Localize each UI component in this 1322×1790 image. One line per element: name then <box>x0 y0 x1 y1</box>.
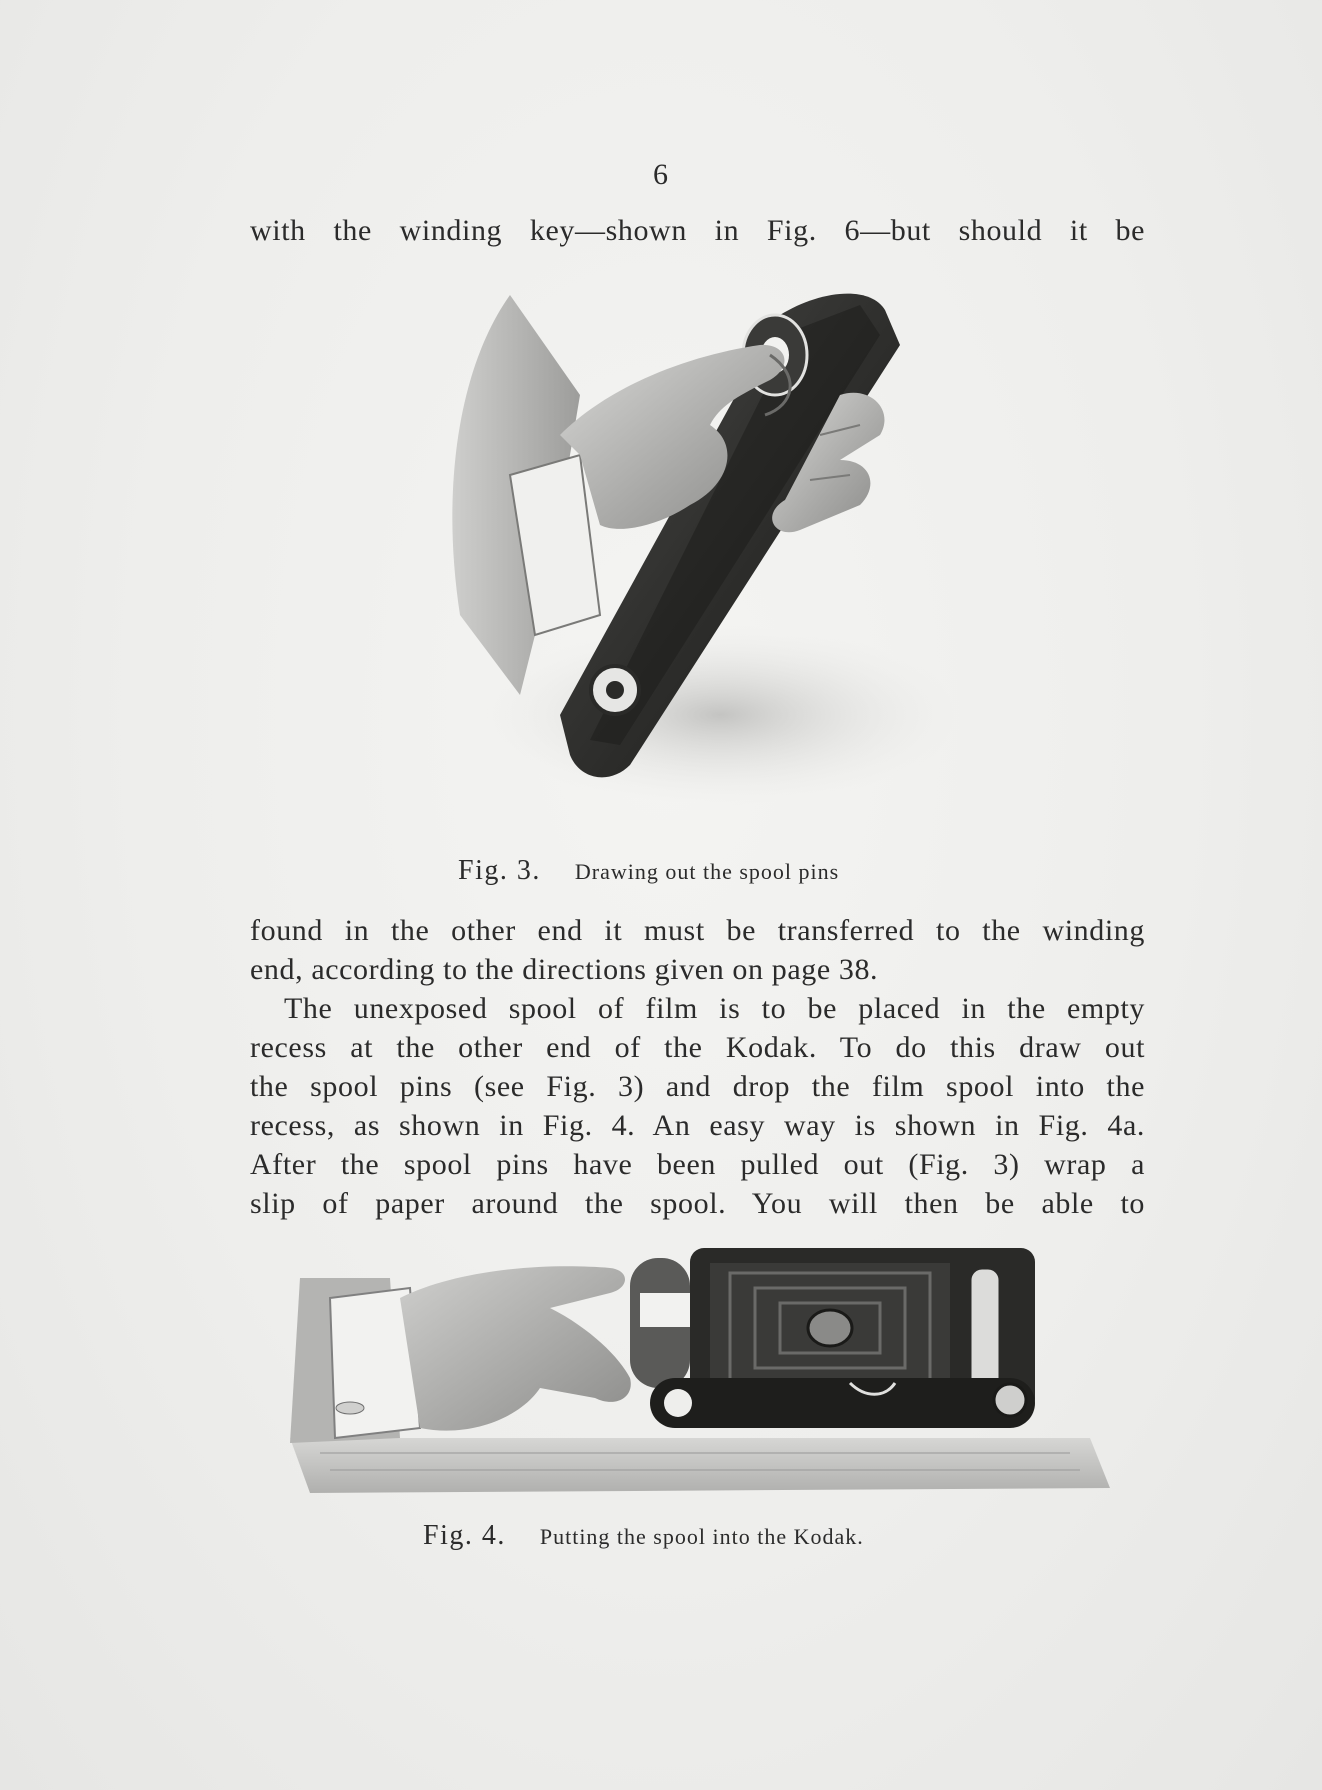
text-line: recess, as shown in Fig. 4. An easy way is shown in Fig. 4a. <box>250 1109 1145 1142</box>
text-line: with the winding key—shown in Fig. 6—but should it be <box>250 214 1145 247</box>
figure-3-illustration <box>440 285 1000 825</box>
figure-4-label: Fig. 4. <box>423 1520 506 1551</box>
text-line: slip of paper around the spool. You will then be able to <box>250 1187 1145 1220</box>
figure-4-illustration <box>290 1238 1120 1498</box>
text-line: found in the other end it must be transferred to the winding <box>250 914 1145 947</box>
figure-4-caption <box>423 1520 864 1552</box>
text-line: the spool pins (see Fig. 3) and drop the film spool into the <box>250 1070 1145 1103</box>
figure-3-description: Drawing out the spool pins <box>574 859 840 884</box>
text-line: After the spool pins have been pulled out (Fig. 3) wrap a <box>250 1148 1145 1181</box>
page-number: 6 <box>653 158 669 191</box>
text-line: recess at the other end of the Kodak. To do this draw out <box>250 1031 1145 1064</box>
text-line: The unexposed spool of film is to be placed in the empty <box>284 992 1145 1025</box>
figure-3-label: Fig. 3. <box>458 855 541 886</box>
figure-3-drawing <box>440 285 1000 825</box>
text-line: end, according to the directions given on page 38. <box>250 953 879 986</box>
figure-4-drawing <box>290 1238 1120 1498</box>
figure-3-caption <box>458 855 839 887</box>
figure-4-description: Putting the spool into the Kodak. <box>539 1524 864 1549</box>
